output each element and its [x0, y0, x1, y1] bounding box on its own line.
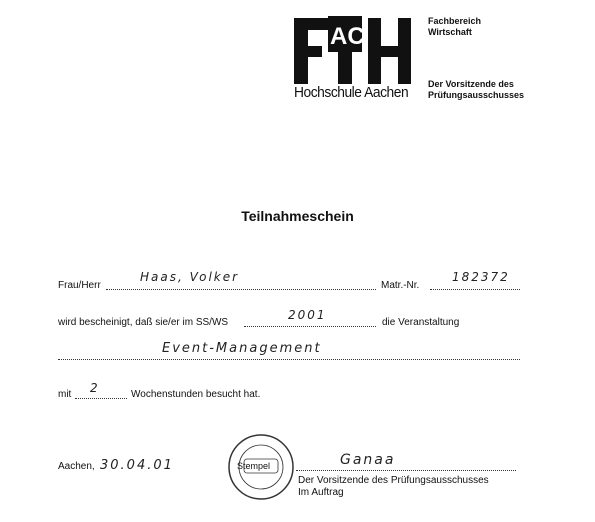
course-value: Event-Management [162, 341, 322, 356]
signature: Ganaa [340, 452, 396, 468]
fh-logo-mark [294, 16, 412, 86]
document-title: Teilnahmeschein [241, 208, 354, 224]
semester-dotted-line [244, 326, 376, 327]
place-label: Aachen, [58, 461, 95, 472]
name-label: Frau/Herr [58, 280, 101, 291]
department-line-1: Fachbereich [428, 16, 482, 26]
semester-label: wird bescheinigt, daß sie/er im SS/WS [58, 317, 229, 328]
office-line-1: Der Vorsitzende des [428, 79, 514, 89]
logo-text: Hochschule Aachen [294, 84, 409, 101]
matr-label: Matr.-Nr. [381, 280, 420, 291]
signer-line-2: Im Auftrag [298, 487, 344, 498]
hours-value: 2 [90, 381, 100, 395]
name-dotted-line [106, 289, 376, 290]
signer-block [298, 475, 489, 499]
svg-text:AC: AC [330, 23, 365, 50]
hours-dotted-line [75, 398, 127, 399]
logo [294, 16, 412, 86]
hours-prefix: mit [58, 389, 72, 400]
matr-value: 182372 [452, 270, 510, 284]
hours-suffix: Wochenstunden besucht hat. [131, 389, 261, 400]
course-dotted-line [58, 359, 520, 360]
stamp-text: Stempel [237, 461, 271, 471]
department-label [428, 16, 481, 38]
matr-dotted-line [430, 289, 520, 290]
name-value: Haas, Volker [140, 270, 240, 284]
date-value: 30.04.01 [100, 458, 174, 473]
semester-value: 2001 [288, 308, 327, 322]
office-line-2: Prüfungsausschusses [428, 90, 525, 100]
office-label [428, 79, 524, 101]
course-label: die Veranstaltung [382, 317, 460, 328]
signature-dotted-line [296, 470, 516, 471]
department-line-2: Wirtschaft [428, 27, 472, 37]
signer-line-1: Der Vorsitzende des Prüfungsausschusses [298, 475, 489, 486]
